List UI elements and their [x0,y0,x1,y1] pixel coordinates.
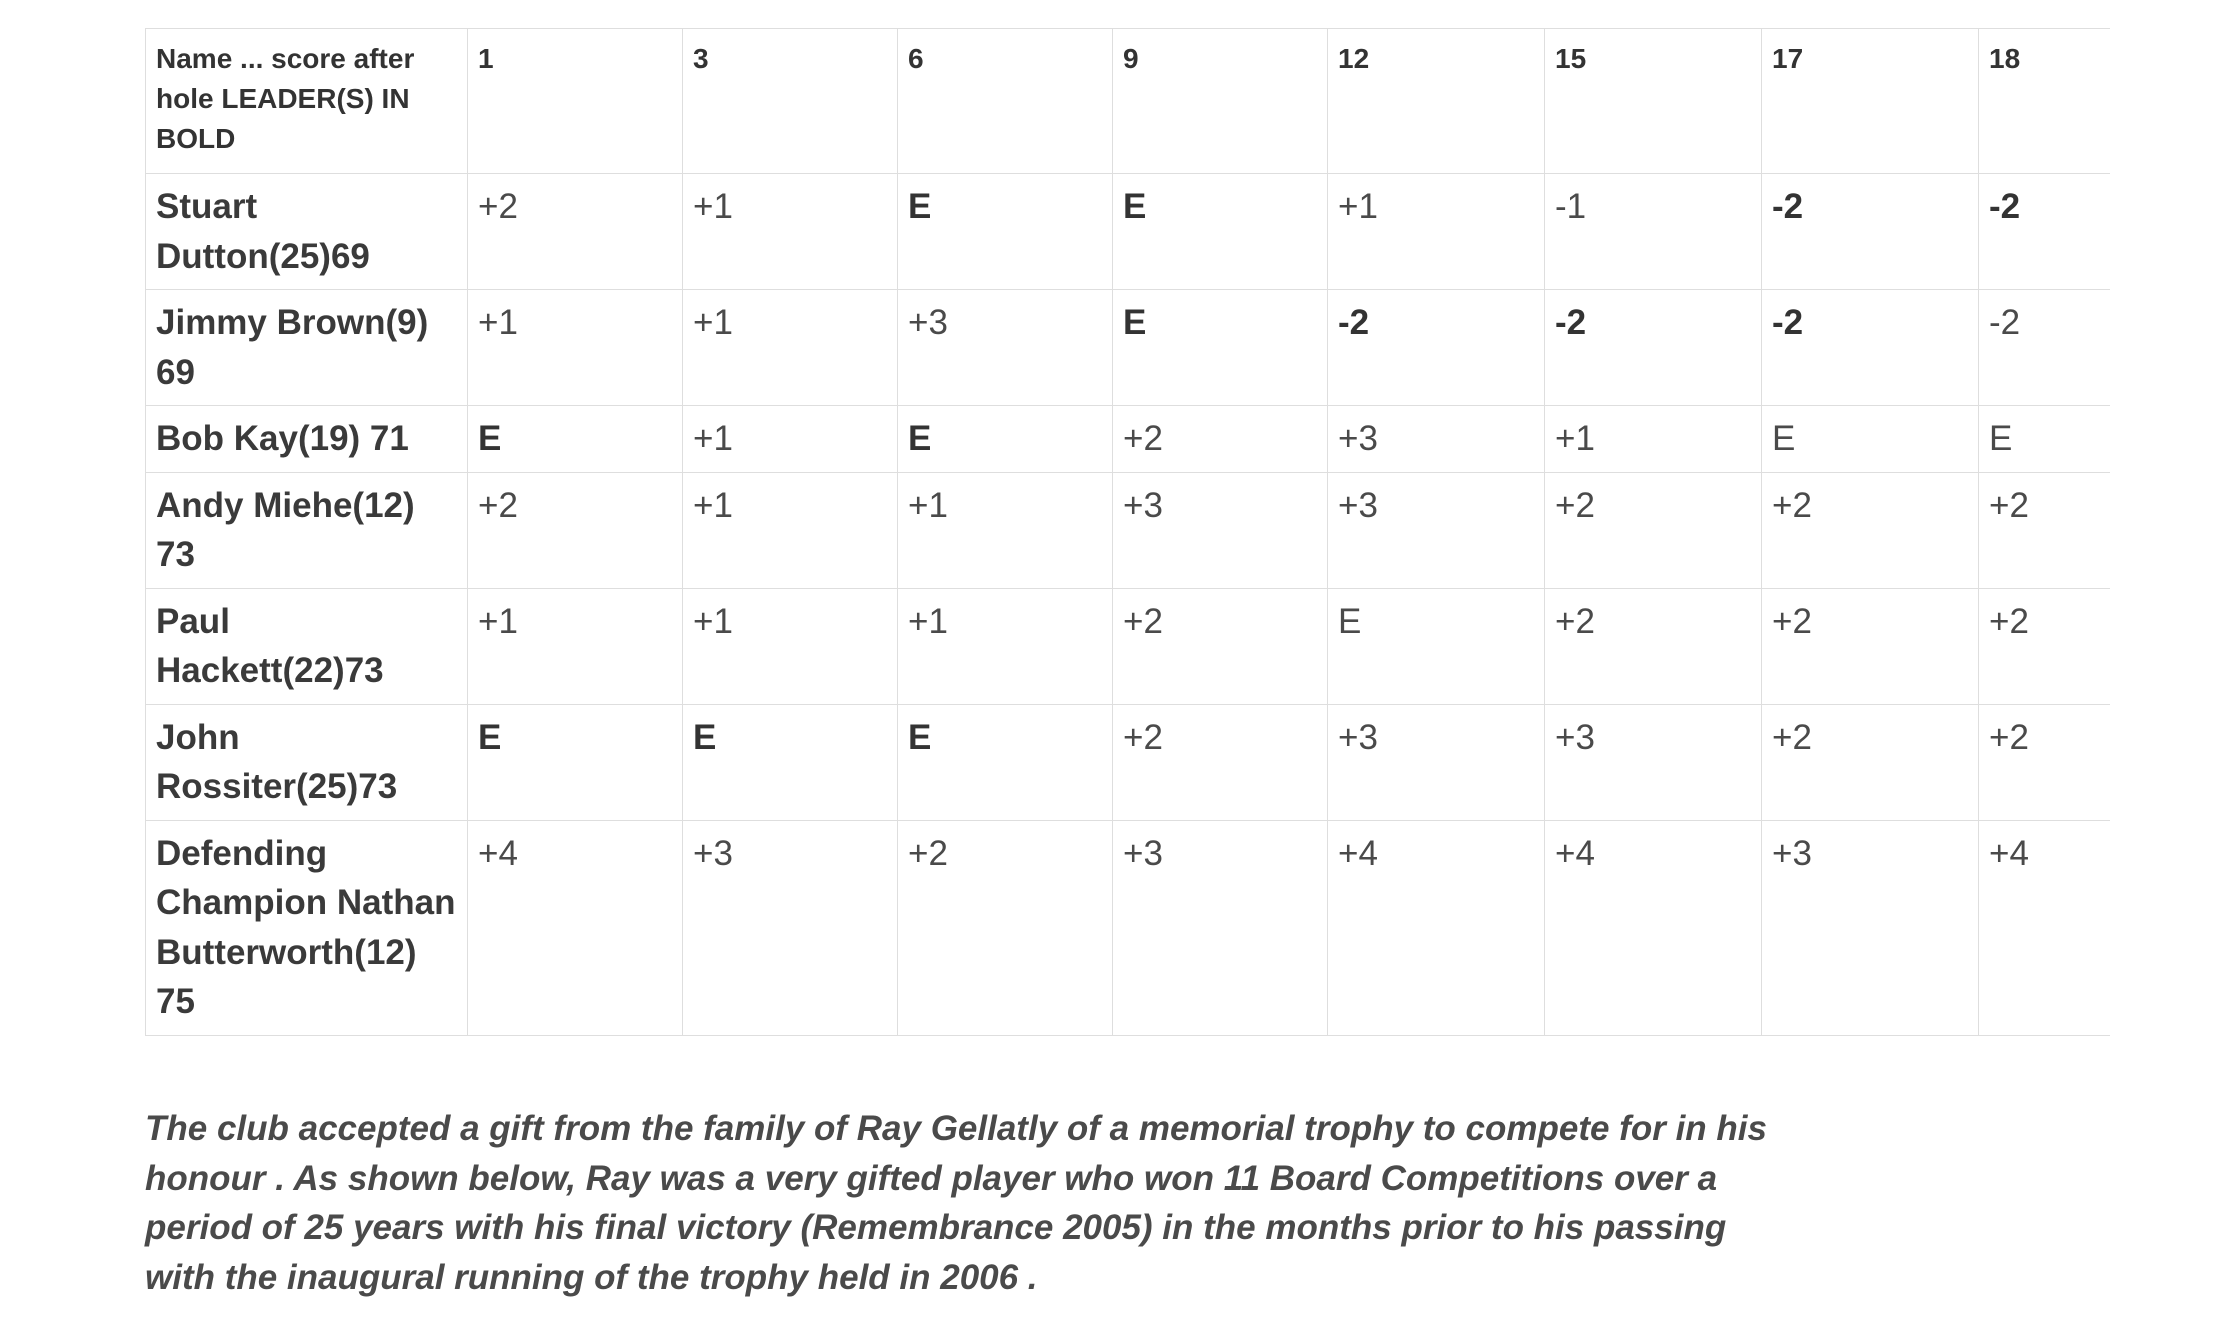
score-cell: +2 [1979,704,2111,820]
score-cell: +3 [683,820,898,1035]
score-cell: E [1113,290,1328,406]
score-cell: +2 [1113,704,1328,820]
score-cell: +3 [898,290,1113,406]
score-cell: +2 [898,820,1113,1035]
score-cell: +2 [468,174,683,290]
score-cell: E [468,406,683,473]
table-row [146,820,2111,1035]
score-cell: +4 [468,820,683,1035]
header-name: Name ... score after hole LEADER(S) IN BOLD [146,29,468,174]
player-name-cell: Defending Champion Nathan Butterworth(12) 75 [146,820,468,1035]
score-cell: E [468,704,683,820]
score-cell: +1 [683,406,898,473]
player-name-cell: Bob Kay(19) 71 [146,406,468,473]
score-cell: +3 [1328,406,1545,473]
header-hole-6: 6 [898,29,1113,174]
score-cell: +1 [1545,406,1762,473]
score-cell: +2 [1762,704,1979,820]
score-cell: +4 [1979,820,2111,1035]
memorial-trophy-paragraph: The club accepted a gift from the family of Ray Gellatly of a memorial trophy to compete for in his honour . As shown below, Ray was a very gifted player who won 11 Board Competitions over a period of 25 years with his final victory (Remembrance 2005) in the months prior to his passing with the inaugural running of the trophy held in 2006 . [145,1109,1767,1297]
score-cell: +3 [1328,704,1545,820]
score-cell: E [898,704,1113,820]
score-cell: E [898,406,1113,473]
score-cell: +2 [1979,472,2111,588]
header-hole-18: 18 [1979,29,2111,174]
score-cell: E [1113,174,1328,290]
score-cell: -2 [1979,174,2111,290]
score-cell: -2 [1979,290,2111,406]
score-cell: +2 [1545,472,1762,588]
player-name-cell: Andy Miehe(12) 73 [146,472,468,588]
table-row [146,406,2111,473]
score-cell: +2 [1762,472,1979,588]
player-name-cell: Stuart Dutton(25)69 [146,174,468,290]
table-row [146,290,2111,406]
score-cell: E [683,704,898,820]
score-cell: +3 [1113,820,1328,1035]
player-name-cell: Jimmy Brown(9) 69 [146,290,468,406]
score-cell: -1 [1545,174,1762,290]
score-cell: +1 [468,588,683,704]
score-cell: +2 [1113,406,1328,473]
score-cell: +3 [1113,472,1328,588]
score-cell: -2 [1762,290,1979,406]
score-cell: E [1328,588,1545,704]
player-name-cell: John Rossiter(25)73 [146,704,468,820]
table-body [146,174,2111,1036]
scores-table [145,28,2110,1036]
score-cell: E [1979,406,2111,473]
score-cell: +2 [1113,588,1328,704]
score-cell: +3 [1328,472,1545,588]
header-hole-17: 17 [1762,29,1979,174]
score-cell: +2 [1979,588,2111,704]
table-row [146,472,2111,588]
table-row [146,174,2111,290]
score-cell: +2 [1545,588,1762,704]
score-cell: -2 [1762,174,1979,290]
score-cell: +1 [683,588,898,704]
score-cell: +4 [1328,820,1545,1035]
score-cell: -2 [1545,290,1762,406]
header-hole-15: 15 [1545,29,1762,174]
score-cell: +1 [683,472,898,588]
score-cell: +4 [1545,820,1762,1035]
score-cell: +2 [1762,588,1979,704]
score-cell: +1 [683,174,898,290]
header-hole-1: 1 [468,29,683,174]
header-hole-9: 9 [1113,29,1328,174]
header-hole-3: 3 [683,29,898,174]
header-hole-12: 12 [1328,29,1545,174]
table-row [146,704,2111,820]
score-cell: +3 [1545,704,1762,820]
score-cell: +1 [1328,174,1545,290]
table-header-row [146,29,2111,174]
score-cell: +2 [468,472,683,588]
score-cell: +1 [898,588,1113,704]
player-name-cell: Paul Hackett(22)73 [146,588,468,704]
score-cell: +1 [898,472,1113,588]
table-row [146,588,2111,704]
score-cell: -2 [1328,290,1545,406]
scores-table-wrapper [145,28,2110,1036]
score-cell: E [898,174,1113,290]
score-cell: E [1762,406,1979,473]
score-cell: +3 [1762,820,1979,1035]
score-cell: +1 [468,290,683,406]
score-cell: +1 [683,290,898,406]
